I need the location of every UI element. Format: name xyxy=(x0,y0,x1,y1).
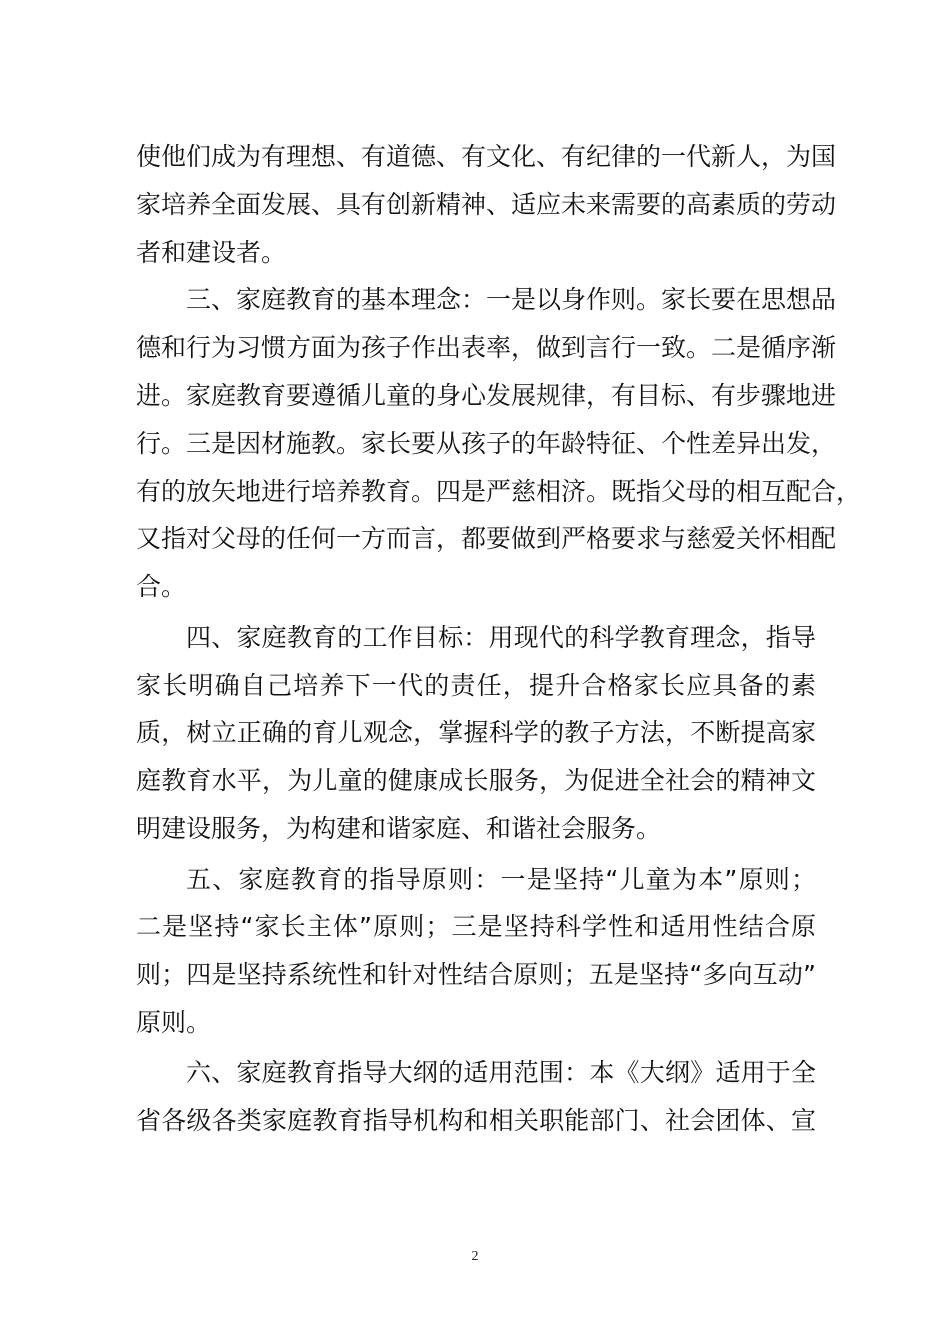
text-line: 者和建设者。 xyxy=(136,238,287,267)
paragraph-first-line: 六、家庭教育指导大纲的适用范围：本《大纲》适用于全 xyxy=(186,1058,816,1087)
paragraph-first-line: 五、家庭教育的指导原则：一是坚持“儿童为本”原则； xyxy=(186,865,816,894)
text-line: 则；四是坚持系统性和针对性结合原则；五是坚持“多向互动” xyxy=(136,960,816,989)
text-line: 质，树立正确的育儿观念，掌握科学的教子方法，不断提高家 xyxy=(136,718,816,747)
text-line: 庭教育水平，为儿童的健康成长服务，为促进全社会的精神文 xyxy=(136,766,816,795)
text-line: 又指对父母的任何一方而言，都要做到严格要求与慈爱关怀相配 xyxy=(136,524,837,553)
text-line: 家培养全面发展、具有创新精神、适应未来需要的高素质的劳动 xyxy=(136,190,837,219)
text-line: 明建设服务，为构建和谐家庭、和谐社会服务。 xyxy=(136,814,662,843)
text-line: 原则。 xyxy=(136,1008,212,1037)
text-line: 家长明确自己培养下一代的责任，提升合格家长应具备的素 xyxy=(136,671,816,700)
paragraph-first-line: 四、家庭教育的工作目标：用现代的科学教育理念，指导 xyxy=(186,623,816,652)
text-line: 行。三是因材施教。家长要从孩子的年龄特征、个性差异出发， xyxy=(136,429,837,458)
text-line: 有的放矢地进行培养教育。四是严慈相济。既指父母的相互配合， xyxy=(136,477,862,506)
page-number: 2 xyxy=(471,1249,479,1264)
text-line: 合。 xyxy=(136,572,187,601)
text-line: 德和行为习惯方面为孩子作出表率，做到言行一致。二是循序渐 xyxy=(136,333,837,362)
text-line: 使他们成为有理想、有道德、有文化、有纪律的一代新人，为国 xyxy=(136,142,837,171)
text-line: 进。家庭教育要遵循儿童的身心发展规律，有目标、有步骤地进 xyxy=(136,381,837,410)
text-line: 二是坚持“家长主体”原则；三是坚持科学性和适用性结合原 xyxy=(136,912,816,941)
text-line: 省各级各类家庭教育指导机构和相关职能部门、社会团体、宣 xyxy=(136,1106,816,1135)
paragraph-first-line: 三、家庭教育的基本理念：一是以身作则。家长要在思想品 xyxy=(186,285,837,314)
